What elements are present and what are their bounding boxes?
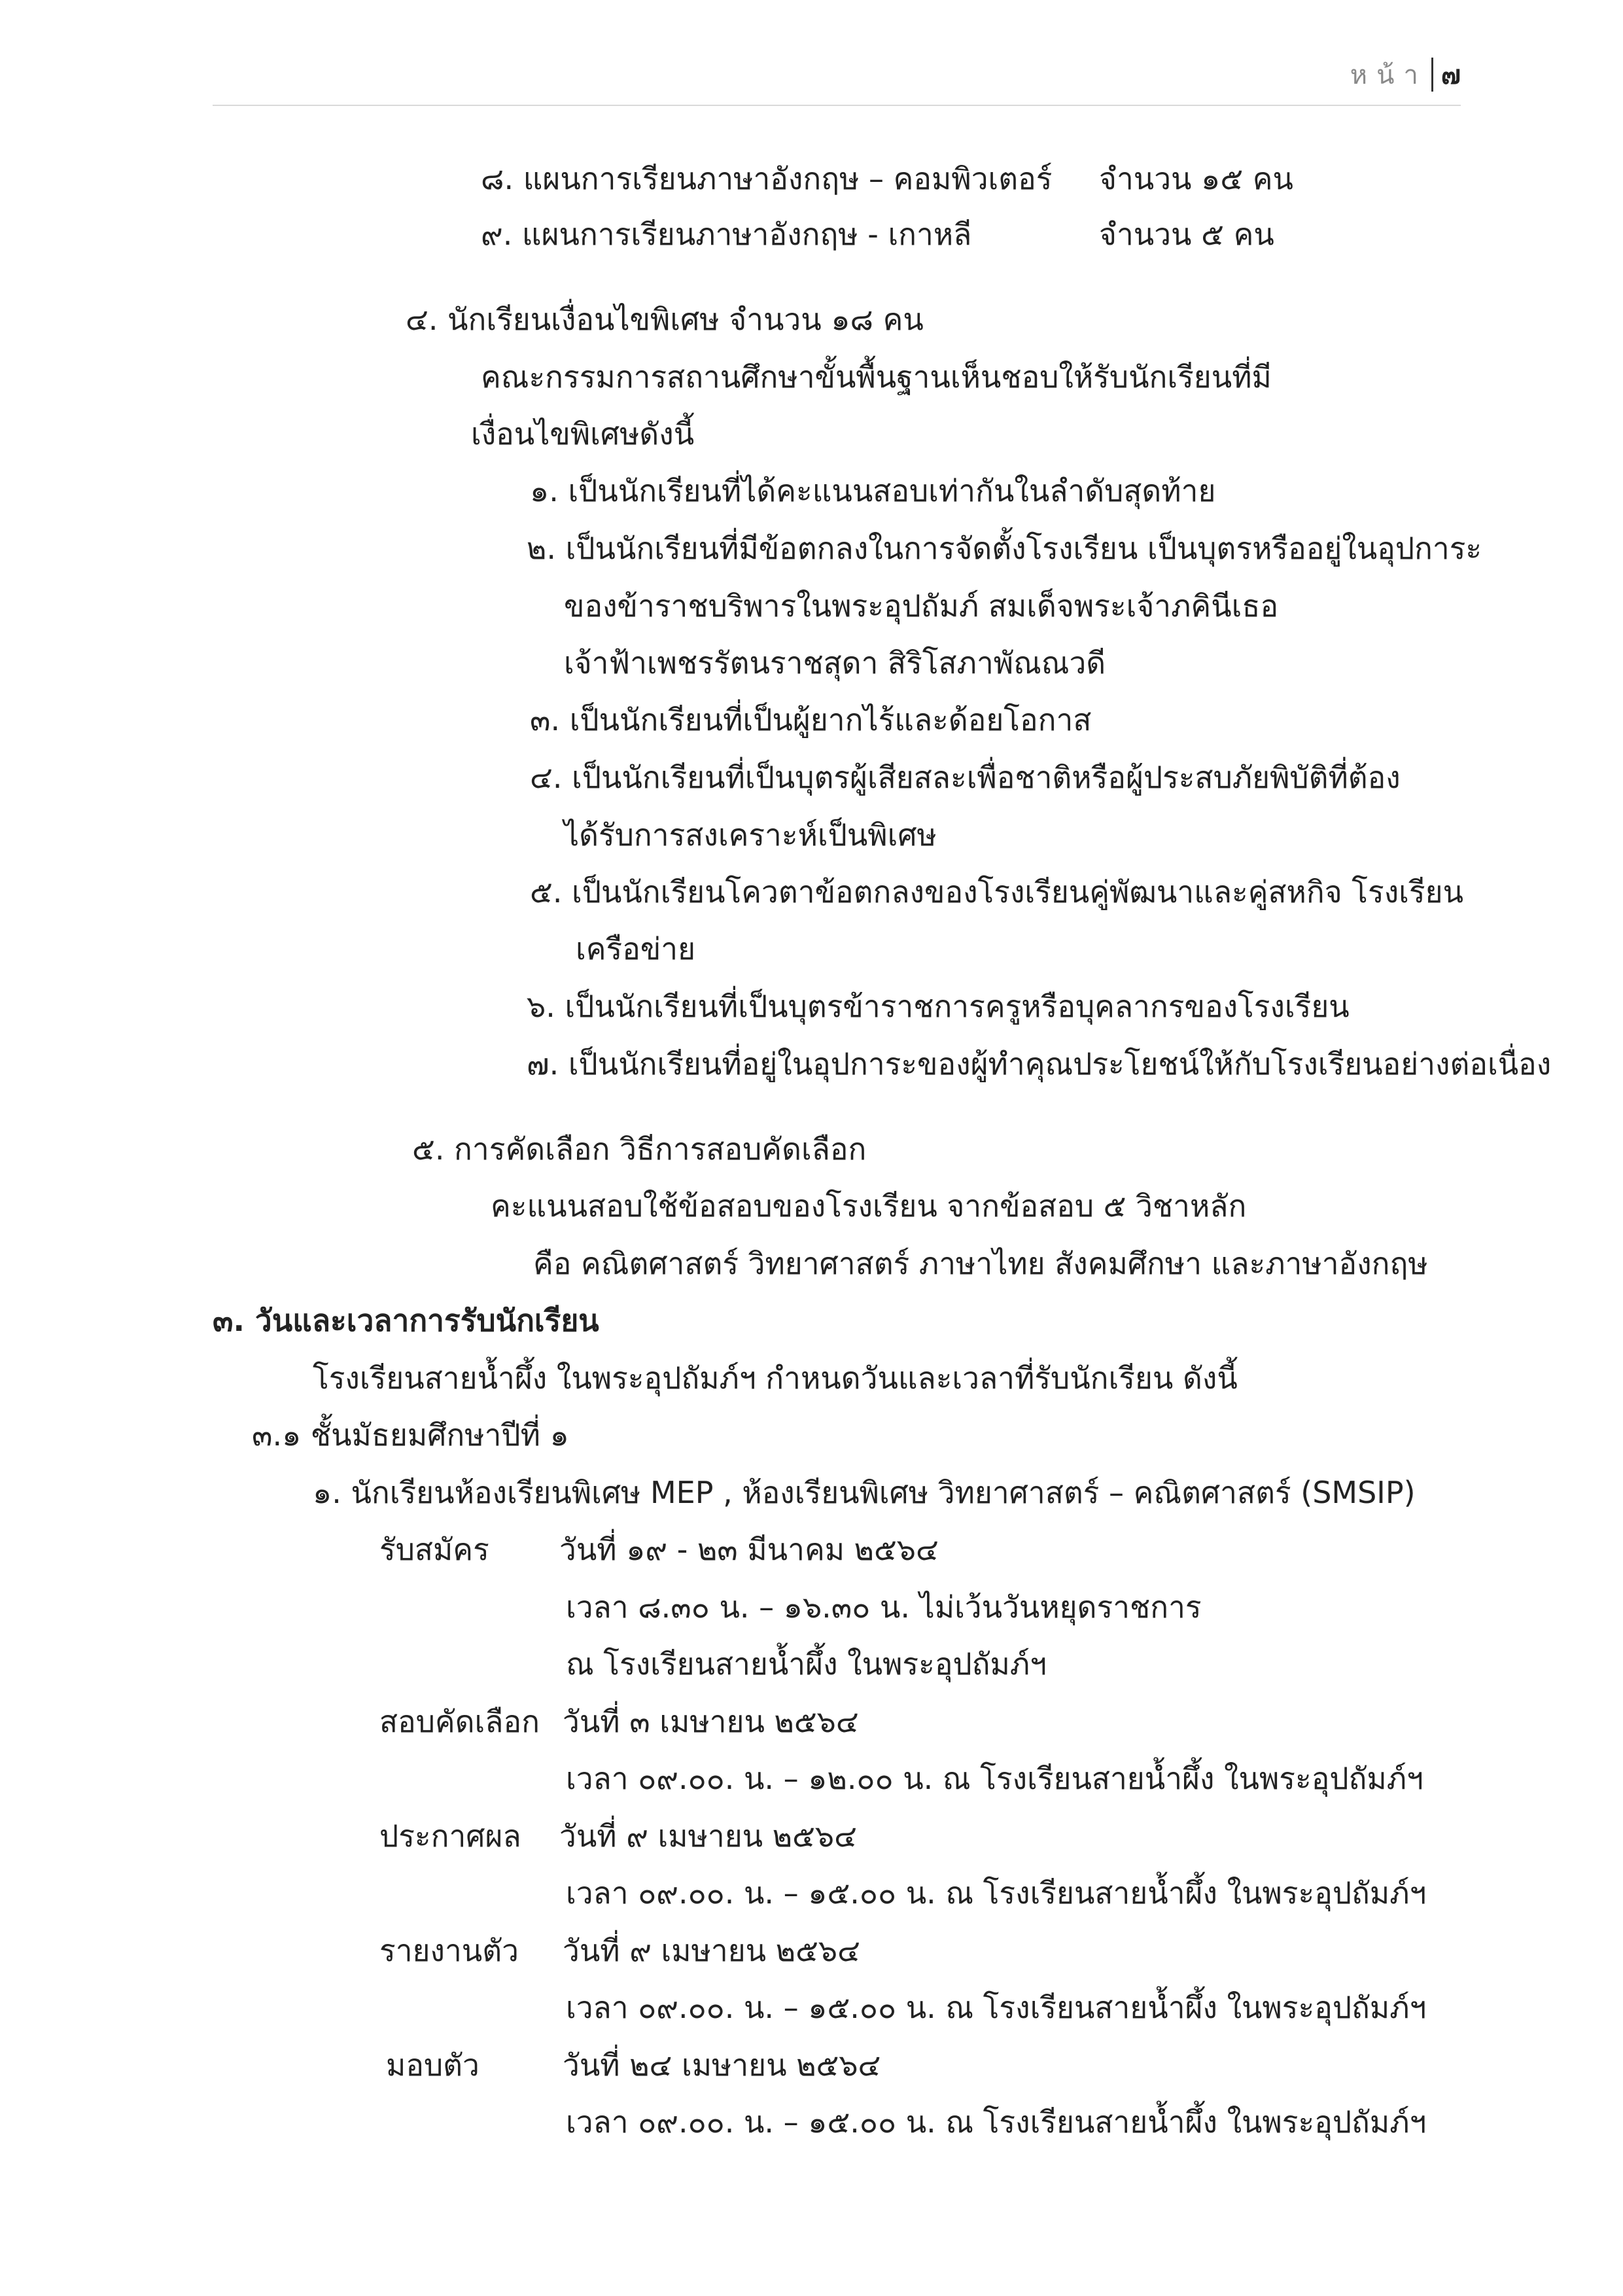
schedule-enroll-time: เวลา ๐๙.๐๐. น. – ๑๕.๐๐ น. ณ โรงเรียนสายน้ำผึ้ง ในพระอุปถัมภ์ฯ	[566, 2104, 1427, 2140]
schedule-enroll-date: วันที่ ๒๔ เมษายน ๒๕๖๔	[563, 2047, 881, 2083]
special-item-5-cont: เครือข่าย	[576, 931, 696, 966]
special-conditions-title: ๔. นักเรียนเงื่อนไขพิเศษ จำนวน ๑๘ คน	[406, 302, 924, 337]
section-3-1-item-1: ๑. นักเรียนห้องเรียนพิเศษ MEP , ห้องเรียนพิเศษ วิทยาศาสตร์ – คณิตศาสตร์ (SMSIP)	[313, 1475, 1416, 1510]
special-item-1: ๑. เป็นนักเรียนที่ได้คะแนนสอบเท่ากันในลำดับสุดท้าย	[530, 473, 1216, 508]
special-item-4-cont: ได้รับการสงเคราะห์เป็นพิเศษ	[564, 817, 937, 853]
plan-item-9: ๙. แผนการเรียนภาษาอังกฤษ - เกาหลี	[481, 217, 972, 252]
schedule-report-date: วันที่ ๙ เมษายน ๒๕๖๔	[563, 1933, 860, 1968]
schedule-apply-label: รับสมัคร	[379, 1532, 489, 1567]
section-3-1-heading: ๓.๑ ชั้นมัธยมศึกษาปีที่ ๑	[252, 1417, 569, 1453]
schedule-exam-date: วันที่ ๓ เมษายน ๒๕๖๔	[563, 1704, 859, 1739]
special-item-2-cont-1: ของข้าราชบริพารในพระอุปถัมภ์ สมเด็จพระเจ้าภคินีเธอ	[564, 588, 1279, 624]
schedule-exam-label: สอบคัดเลือก	[379, 1704, 540, 1739]
header-rule	[213, 105, 1461, 106]
schedule-announce-label: ประกาศผล	[379, 1818, 521, 1854]
special-intro-line-2: เงื่อนไขพิเศษดังนี้	[471, 416, 695, 451]
special-item-3: ๓. เป็นนักเรียนที่เป็นผู้ยากไร้และด้อยโอกาส	[530, 702, 1092, 737]
schedule-exam-time: เวลา ๐๙.๐๐. น. – ๑๒.๐๐ น. ณ โรงเรียนสายน้ำผึ้ง ในพระอุปถัมภ์ฯ	[566, 1761, 1423, 1796]
schedule-enroll-label: มอบตัว	[386, 2047, 480, 2083]
selection-line-1: คะแนนสอบใช้ข้อสอบของโรงเรียน จากข้อสอบ ๕ วิชาหลัก	[491, 1188, 1247, 1224]
selection-title: ๕. การคัดเลือก วิธีการสอบคัดเลือก	[412, 1131, 867, 1167]
special-intro-line-1: คณะกรรมการสถานศึกษาขั้นพื้นฐานเห็นชอบให้รับนักเรียนที่มี	[481, 359, 1272, 395]
page-header	[1350, 54, 1461, 96]
schedule-report-label: รายงานตัว	[379, 1933, 519, 1968]
special-item-2-cont-2: เจ้าฟ้าเพชรรัตนราชสุดา สิริโสภาพัณณวดี	[564, 645, 1106, 680]
plan-item-8-count: จำนวน ๑๕ คน	[1099, 161, 1293, 196]
special-item-2: ๒. เป็นนักเรียนที่มีข้อตกลงในการจัดตั้งโรงเรียน เป็นบุตรหรืออยู่ในอุปการะ	[527, 531, 1482, 566]
plan-item-8: ๘. แผนการเรียนภาษาอังกฤษ – คอมพิวเตอร์	[481, 161, 1053, 196]
schedule-apply-time: เวลา ๘.๓๐ น. – ๑๖.๓๐ น. ไม่เว้นวันหยุดราชการ	[566, 1589, 1202, 1625]
page-number: ๗	[1440, 60, 1461, 90]
schedule-apply-place: ณ โรงเรียนสายน้ำผึ้ง ในพระอุปถัมภ์ฯ	[566, 1646, 1047, 1682]
page-header-label: หน้า	[1350, 60, 1427, 90]
special-item-7: ๗. เป็นนักเรียนที่อยู่ในอุปการะของผู้ทำคุณประโยชน์ให้กับโรงเรียนอย่างต่อเนื่อง	[527, 1046, 1552, 1082]
section-3-intro: โรงเรียนสายน้ำผึ้ง ในพระอุปถัมภ์ฯ กำหนดวันและเวลาที่รับนักเรียน ดังนี้	[313, 1360, 1238, 1396]
schedule-announce-date: วันที่ ๙ เมษายน ๒๕๖๔	[559, 1818, 857, 1854]
special-item-6: ๖. เป็นนักเรียนที่เป็นบุตรข้าราชการครูหรือบุคลากรของโรงเรียน	[527, 989, 1350, 1024]
section-3-heading: ๓. วันและเวลาการรับนักเรียน	[213, 1303, 599, 1338]
schedule-report-time: เวลา ๐๙.๐๐. น. – ๑๕.๐๐ น. ณ โรงเรียนสายน้ำผึ้ง ในพระอุปถัมภ์ฯ	[566, 1990, 1427, 2025]
selection-line-2: คือ คณิตศาสตร์ วิทยาศาสตร์ ภาษาไทย สังคมศึกษา และภาษาอังกฤษ	[533, 1246, 1428, 1281]
schedule-announce-time: เวลา ๐๙.๐๐. น. – ๑๕.๐๐ น. ณ โรงเรียนสายน้ำผึ้ง ในพระอุปถัมภ์ฯ	[566, 1875, 1427, 1911]
header-divider	[1431, 58, 1433, 92]
special-item-4: ๔. เป็นนักเรียนที่เป็นบุตรผู้เสียสละเพื่อชาติหรือผู้ประสบภัยพิบัติที่ต้อง	[530, 760, 1401, 795]
special-item-5: ๕. เป็นนักเรียนโควตาข้อตกลงของโรงเรียนคู่พัฒนาและคู่สหกิจ โรงเรียน	[530, 874, 1464, 910]
plan-item-9-count: จำนวน ๕ คน	[1099, 217, 1274, 252]
schedule-apply-date: วันที่ ๑๙ - ๒๓ มีนาคม ๒๕๖๔	[559, 1532, 939, 1567]
